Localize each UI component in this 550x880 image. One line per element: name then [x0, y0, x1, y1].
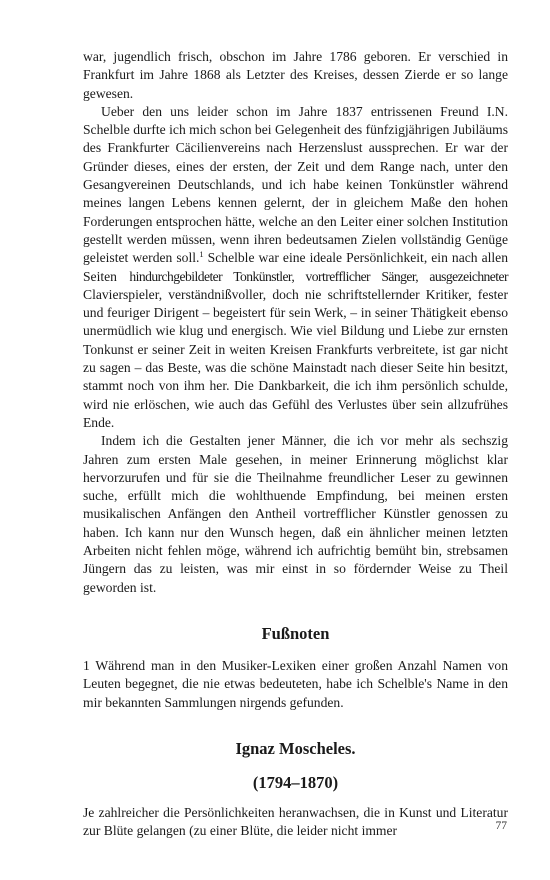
paragraph-2-text-a: Ueber den uns leider schon im Jahre 1837 entrissenen Freund I.N. Schelble durfte ich mich schon bei Gelegenheit des fünfzigjährigen Jubiläums des Frankfurter Cäcilienvereins nach Herzenslust aussprechen. Er war der Gründer dieses, eines der ersten, der Zeit und dem Range nach, unter den Gesangvereinen Deutschlands, und ich habe keinen Tonkünstler während meines langen Lebens kennen gelernt, der in gleichem Maße den hohen Forderungen entsprochen hätte, welche an den Leiter einer solchen Institution gestellt werden müssen, wenn ihren bedeutsamen Zielen vollständig Genüge geleistet werden soll.: [83, 103, 508, 266]
page-content: [83, 48, 508, 840]
footnotes-heading: Fußnoten: [261, 623, 330, 643]
paragraph-2-text-c: Clavierspieler, verständnißvoller, doch nie schriftstellernder Kritiker, fester und feuriger Dirigent – begeistert für sein Werk, – in seiner Thätigkeit ebenso unermüdlich wie klug und energisch. Wie viel Bildung und Liebe zur ernsten Tonkunst er seiner Zeit in weiten Kreisen Frankfurts verbreitete, ist gar nicht zu sagen – das Beste, was die schöne Mainstadt nach dieser Seite hin besitzt, stammt noch von ihm her. Die Dankbarkeit, die ich ihm persönlich schulde, wird nie erlöschen, wie auch das Gefühl des Verlustes über sein allzufrühes Ende.: [83, 286, 508, 430]
chapter-title: Ignaz Moscheles.: [235, 738, 356, 758]
paragraph-2-text-tight: hindurchgebildeter Tonkünstler, vortrefflicher Sänger, ausgezeichneter: [129, 268, 508, 284]
body-paragraph-3: Indem ich die Gestalten jener Männer, die ich vor mehr als sechszig Jahren zum ersten Male gesehen, in meiner Erinnerung möglichst klar hervorzurufen und für sie die Theilnahme freundlicher Leser zu gewinnen suche, erfüllt mich die wohlthuende Empfindung, bei meinen ersten musikalischen Anfängen den Antheil vortrefflicher Künstler genossen zu haben. Ich kann nur den Wunsch hegen, daß ein ähnlicher meinen letzten Arbeiten nicht fehlen möge, während ich aufrichtig bemüht bin, strebsamen Jüngern das zu leisten, was mir einst in so fördernder Weise zu Theil geworden ist.: [83, 433, 508, 595]
chapter-paragraph-1: Je zahlreicher die Persönlichkeiten heranwachsen, die in Kunst und Literatur zur Blüte gelangen (zu einer Blüte, die leider nicht immer: [83, 804, 508, 839]
footnote-1: 1 Während man in den Musiker-Lexiken einer großen Anzahl Namen von Leuten begegnet, die nie etwas bedeuteten, habe ich Schelble's Name in den mir bekannten Sammlungen nirgends gefunden.: [83, 657, 508, 710]
footnote-reference[interactable]: 1: [199, 249, 204, 260]
chapter-dates: (1794–1870): [252, 772, 339, 792]
page-number: 77: [495, 820, 507, 832]
paragraph-2-text-b: Schelble war eine ideale Persönlichkeit, ein nach allen Seiten: [83, 250, 509, 284]
body-paragraph-2: [83, 103, 508, 432]
body-paragraph-1: war, jugendlich frisch, obschon im Jahre 1786 geboren. Er verschied in Frankfurt im Jahre 1868 als Letzter des Kreises, dessen Zierde er so lange gewesen.: [83, 49, 508, 101]
